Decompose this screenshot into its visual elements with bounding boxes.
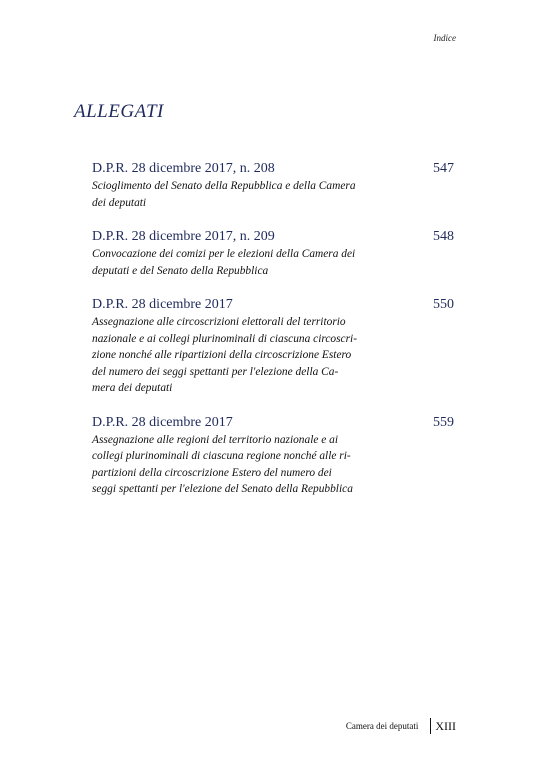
toc-entry-description: Assegnazione alle regioni del territorio nazionale e ai collegi plurinominali di ciascuna regione nonché alle ri- partizioni della circoscrizione Estero del numero dei seggi spettanti per l'elezione del Senato della Repubblica	[92, 433, 353, 495]
toc-entry-description: Scioglimento del Senato della Repubblica e della Camera dei deputati	[92, 180, 356, 209]
toc-entry-heading: D.P.R. 28 dicembre 2017, n. 209	[92, 229, 275, 244]
footer-page-number: XIII	[435, 718, 456, 733]
toc-entry[interactable]	[92, 160, 454, 211]
footer-divider	[430, 718, 431, 734]
toc-entry[interactable]	[92, 296, 454, 397]
running-head: Indice	[433, 33, 456, 43]
toc-entry[interactable]	[92, 414, 454, 498]
toc-entry-heading: D.P.R. 28 dicembre 2017, n. 208	[92, 161, 275, 176]
section-title: ALLEGATI	[74, 101, 164, 122]
footer-label: Camera dei deputati	[345, 721, 419, 731]
toc-entry-page-number: 547	[433, 161, 454, 176]
toc-entry[interactable]	[92, 228, 454, 279]
page-footer	[346, 718, 456, 734]
toc-entry-page-number: 559	[433, 414, 454, 430]
toc-entry-description: Assegnazione alle circoscrizioni elettorali del territorio nazionale e ai collegi plurinominali di ciascuna circoscri- zione nonché alle ripartizioni della circoscrizione Estero del numero dei seggi spettanti per l'elezione della Ca- mera dei deputati	[92, 316, 358, 394]
toc-entry-page-number: 548	[433, 229, 454, 244]
toc-entry-description: Convocazione dei comizi per le elezioni della Camera dei deputati e del Senato della Repubblica	[92, 248, 356, 277]
toc-entry-heading: D.P.R. 28 dicembre 2017	[92, 414, 233, 430]
toc-entry-heading: D.P.R. 28 dicembre 2017	[92, 297, 233, 312]
toc-entry-page-number: 550	[433, 297, 454, 312]
toc-list	[92, 160, 454, 515]
